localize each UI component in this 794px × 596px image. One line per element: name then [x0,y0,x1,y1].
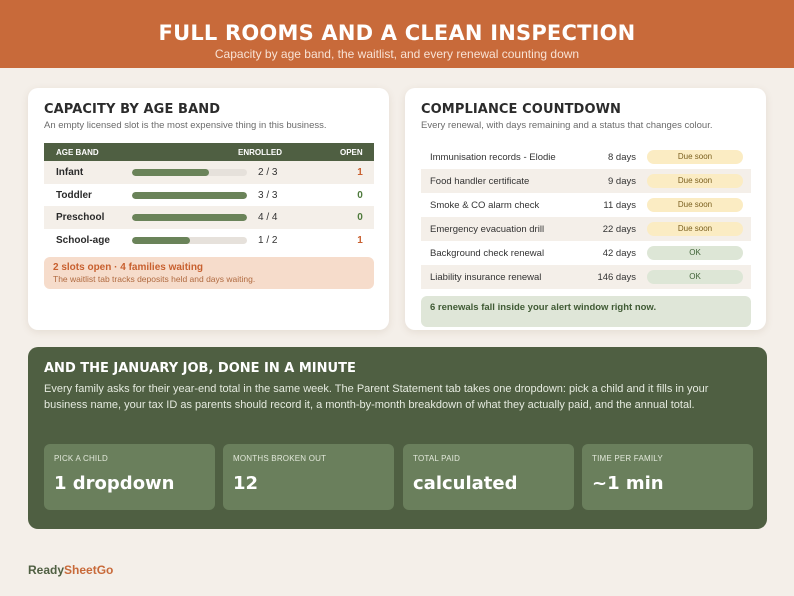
open-slots: 0 [357,212,363,223]
days-remaining: 42 days [602,248,636,259]
compliance-row [421,265,751,289]
compliance-row [421,193,751,217]
renewal-item: Immunisation records - Elodie [430,152,556,163]
compliance-row [421,169,751,193]
column-header-enrolled: ENROLLED [238,148,282,157]
promo-body: Every family asks for their year-end total in the same week. The Parent Statement tab takes one dropdown: pick a child and it fills in your business name, your tax ID as parents should record it, a month-by-month breakdown of what they actually paid, and the annual total. [44,383,709,411]
page-subtitle: Capacity by age band, the waitlist, and every renewal counting down [214,47,580,61]
column-header-age-band: AGE BAND [56,148,99,157]
column-header-open: OPEN [340,148,363,157]
stat-value: calculated [413,473,518,494]
capacity-rows [44,161,374,251]
stat-tile [403,444,574,510]
stat-tile [582,444,753,510]
waitlist-note [44,257,374,289]
status-badge: OK [647,270,743,284]
enrollment-bar-fill [132,214,247,221]
stat-tile [44,444,215,510]
enrollment-bar-fill [132,237,190,244]
renewal-item: Background check renewal [430,248,545,259]
enrolled-count: 2 / 3 [258,167,278,178]
stat-tiles [44,444,754,510]
compliance-row [421,217,751,241]
compliance-description: Every renewal, with days remaining and a status that changes colour. [421,120,713,131]
open-slots: 1 [357,234,363,246]
days-remaining: 9 days [608,176,636,187]
capacity-row [44,229,374,252]
enrollment-bar [132,214,247,221]
stat-value: 1 dropdown [54,473,175,494]
capacity-table [44,143,374,251]
stat-label: MONTHS BROKEN OUT [233,454,327,463]
compliance-table [421,145,751,289]
enrolled-count: 1 / 2 [258,234,278,246]
brand-logo [28,563,113,577]
renewal-item: Food handler certificate [430,176,530,187]
renewal-item: Liability insurance renewal [430,272,542,283]
capacity-row [44,161,374,184]
stat-label: TOTAL PAID [413,454,461,463]
capacity-row [44,206,374,229]
enrolled-count: 3 / 3 [258,189,278,201]
brand-name-part1: Ready [28,563,65,577]
enrollment-bar [132,192,247,199]
parent-statement-panel [28,347,767,529]
enrollment-bar [132,169,247,176]
renewal-item: Emergency evacuation drill [430,224,545,235]
age-band-label: School-age [56,234,110,246]
status-badge: OK [647,246,743,260]
status-badge: Due soon [647,198,743,212]
stat-label: PICK A CHILD [54,454,108,463]
enrollment-bar-fill [132,192,247,199]
capacity-description: An empty licensed slot is the most expensive thing in this business. [44,120,327,131]
compliance-card [405,88,766,330]
age-band-label: Toddler [56,189,92,201]
alert-window-note: 6 renewals fall inside your alert window right now. [421,296,751,327]
days-remaining: 11 days [603,200,636,211]
waitlist-headline: 2 slots open · 4 families waiting [53,262,204,273]
capacity-card [28,88,389,330]
status-badge: Due soon [647,222,743,236]
enrollment-bar [132,237,247,244]
enrollment-bar-fill [132,169,209,176]
stat-value: 12 [233,473,259,494]
capacity-table-header [44,143,374,161]
promo-title: AND THE JANUARY JOB, DONE IN A MINUTE [44,361,356,376]
compliance-row [421,145,751,169]
page-header [0,0,794,68]
open-slots: 0 [357,189,363,201]
days-remaining: 22 days [602,224,636,235]
capacity-row [44,184,374,207]
status-badge: Due soon [647,150,743,164]
brand-name-part2: SheetGo [64,563,114,577]
age-band-label: Infant [56,167,84,178]
stat-label: TIME PER FAMILY [592,454,663,463]
enrolled-count: 4 / 4 [258,212,278,223]
days-remaining: 8 days [608,152,636,163]
capacity-title: CAPACITY BY AGE BAND [44,102,221,117]
page-title: FULL ROOMS AND A CLEAN INSPECTION [158,21,636,45]
days-remaining: 146 days [597,272,636,283]
waitlist-detail: The waitlist tab tracks deposits held and days waiting. [53,274,256,284]
stat-tile [223,444,394,510]
renewal-item: Smoke & CO alarm check [430,200,540,211]
age-band-label: Preschool [56,212,105,223]
compliance-title: COMPLIANCE COUNTDOWN [421,102,622,117]
stat-value: ~1 min [592,473,664,494]
compliance-row [421,241,751,265]
open-slots: 1 [357,167,363,178]
status-badge: Due soon [647,174,743,188]
